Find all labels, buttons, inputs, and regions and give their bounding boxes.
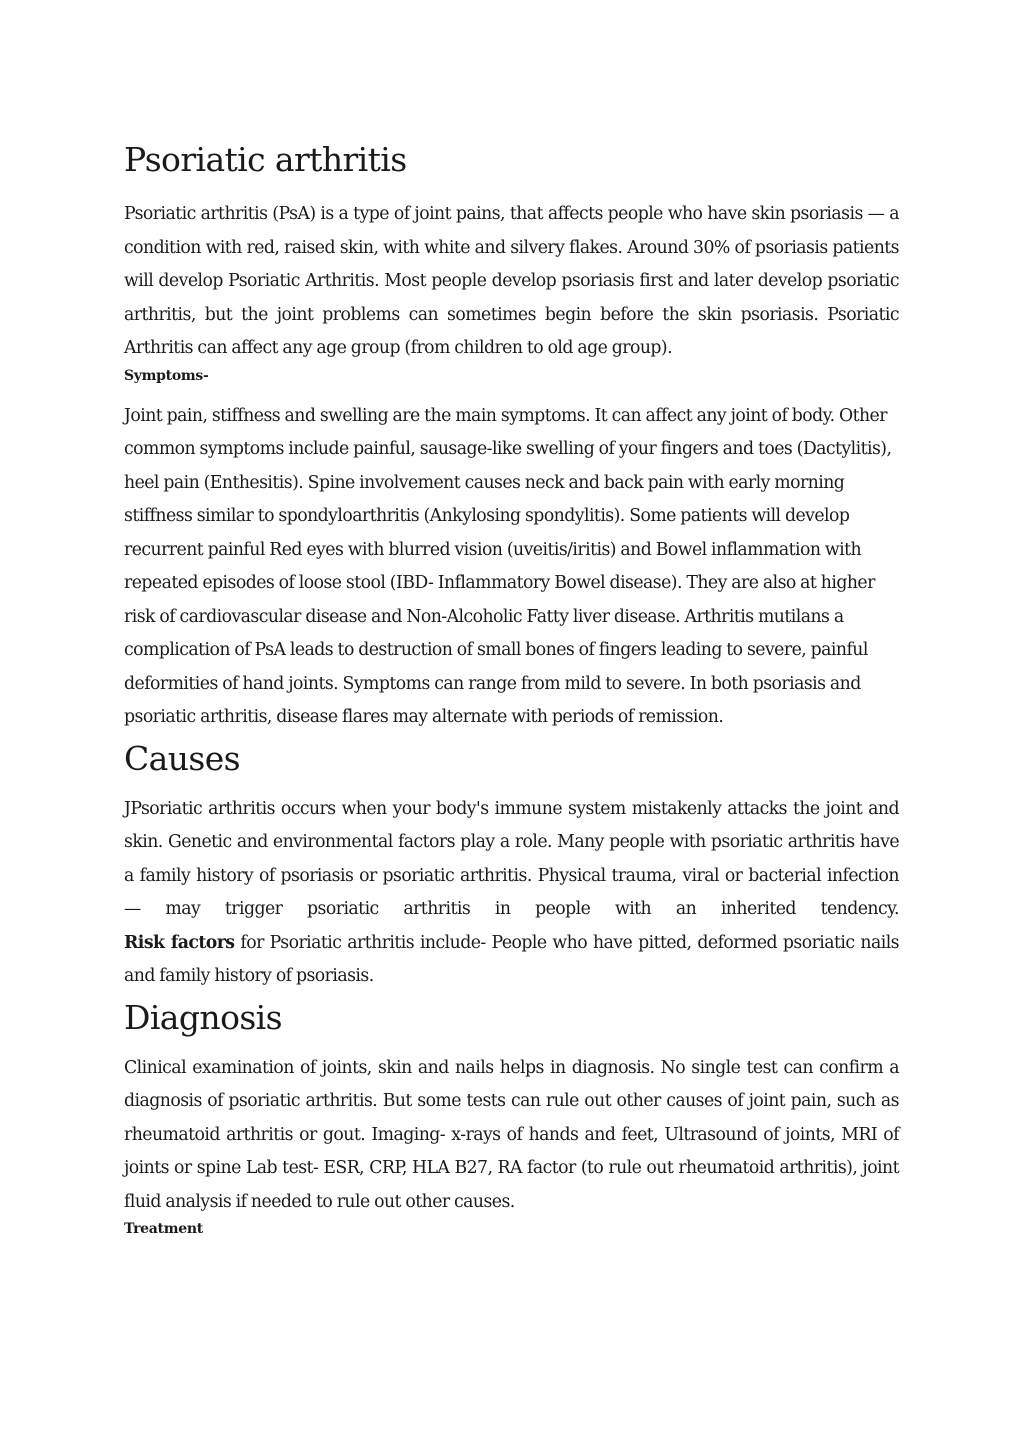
diagnosis-paragraph: Clinical examination of joints, skin and nails helps in diagnosis. No single test can confirm a diagnosis of psoriatic arthritis. But some tests can rule out other causes of joint pain, such as rheumatoid arthritis or gout. Imaging- x-rays of hands and feet, Ultrasound of joints, MRI of joints or spine Lab test- ESR, CRP, HLA B27, RA factor (to rule out rheumatoid arthritis), joint fluid analysis if needed to rule out other causes. — [124, 1057, 899, 1212]
symptoms-heading: Symptoms- — [124, 367, 209, 384]
causes-paragraph — [124, 793, 899, 994]
causes-heading: Causes — [124, 738, 240, 778]
treatment-heading: Treatment — [124, 1221, 203, 1237]
page-title: Psoriatic arthritis — [124, 140, 407, 179]
diagnosis-heading: Diagnosis — [124, 997, 282, 1037]
symptoms-paragraph: Joint pain, stiffness and swelling are the main symptoms. It can affect any joint of body. Other common symptoms include painful, sausage-like swelling of your fingers and toes (Dactylitis), heel pain (Enthesitis). Spine involvement causes neck and back pain with early morning stiffness similar to spondyloarthritis (Ankylosing spondylitis). Some patients will develop recurrent painful Red eyes with blurred vision (uveitis/iritis) and Bowel inflammation with repeated episodes of loose stool (IBD- Inflammatory Bowel disease). They are also at higher risk of cardiovascular disease and Non-Alcoholic Fatty liver disease. Arthritis mutilans a complication of PsA leads to destruction of small bones of fingers leading to severe, painful deformities of hand joints. Symptoms can range from mild to severe. In both psoriasis and psoriatic arthritis, disease flares may alternate with periods of remission. — [124, 405, 892, 727]
causes-text: JPsoriatic arthritis occurs when your body's immune system mistakenly attacks the joint and skin. Genetic and environmental factors play a role. Many people with psoriatic arthritis have a family history of psoriasis or psoriatic arthritis. Physical trauma, viral or bacterial infection — may trigger psoriatic arthritis in people with an inherited tendency. — [124, 798, 899, 919]
document-page — [124, 138, 899, 1239]
intro-paragraph: Psoriatic arthritis (PsA) is a type of joint pains, that affects people who have skin psoriasis — a condition with red, raised skin, with white and silvery flakes. Around 30% of psoriasis patients will develop Psoriatic Arthritis. Most people develop psoriasis first and later develop psoriatic arthritis, but the joint problems can sometimes begin before the skin psoriasis. Psoriatic Arthritis can affect any age group (from children to old age group). — [124, 204, 899, 358]
risk-factors-text: for Psoriatic arthritis include- People who have pitted, deformed psoriatic nails and family history of psoriasis. — [124, 932, 899, 986]
risk-factors-label: Risk factors — [124, 932, 235, 953]
